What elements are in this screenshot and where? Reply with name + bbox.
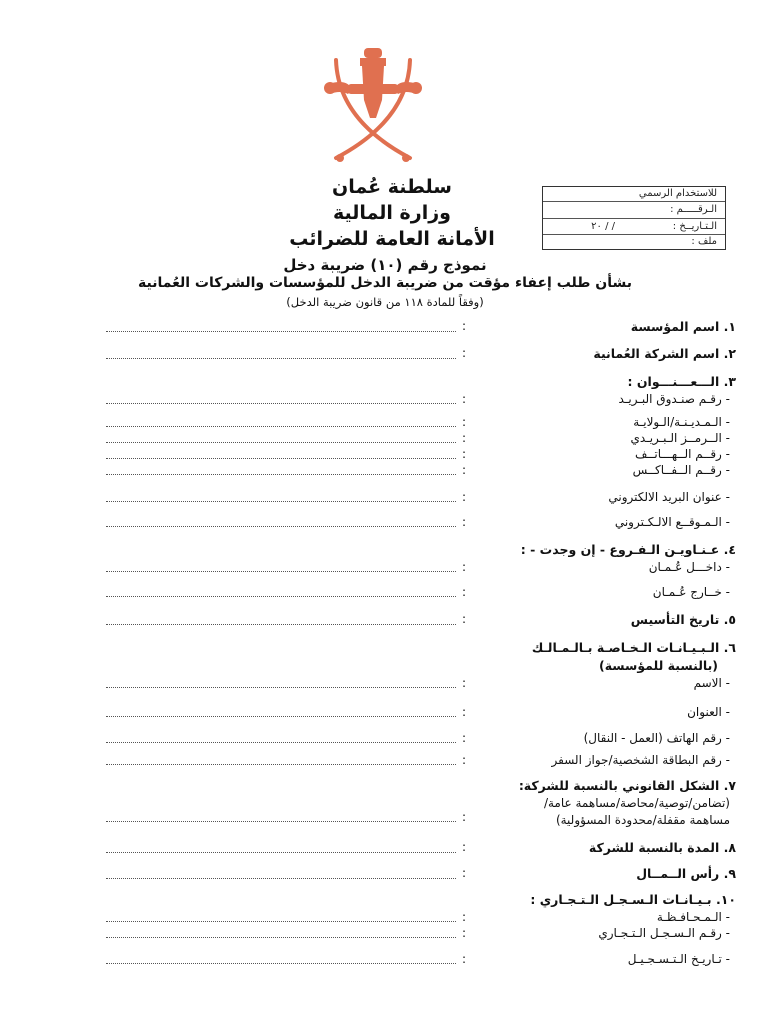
- colon: :: [462, 810, 467, 824]
- colon: :: [462, 705, 467, 719]
- owner-data-note: (بالنسبة للمؤسسة): [599, 658, 718, 673]
- official-date-label: الـتـاريــخ :: [672, 221, 717, 232]
- secretariat-name: الأمانة العامة للضرائب: [289, 228, 495, 250]
- field-postal-code-label: - الــرمــز الـبـريـدي: [630, 431, 730, 445]
- postal-code-field[interactable]: [106, 442, 456, 443]
- official-file-label: ملف :: [691, 236, 717, 247]
- field-owner-name-label: - الاسم: [693, 676, 730, 690]
- field-establishment-name-label: ١. اسم المؤسسة: [630, 319, 736, 334]
- colon: :: [462, 910, 467, 924]
- colon: :: [462, 392, 467, 406]
- colon: :: [462, 346, 467, 360]
- owner-phone-field[interactable]: [106, 742, 456, 743]
- field-owner-data-label: ٦. الـبـيـانـات الـخـاصـة بـالـمـالـك: [531, 640, 736, 655]
- colon: :: [462, 866, 467, 880]
- owner-id-field[interactable]: [106, 764, 456, 765]
- field-company-name-label: ٢. اسم الشركة العُمانية: [593, 346, 736, 361]
- owner-address-field[interactable]: [106, 716, 456, 717]
- official-use-title: للاستخدام الرسمي: [638, 188, 717, 199]
- colon: :: [462, 840, 467, 854]
- official-use-box: [542, 186, 726, 250]
- outside-oman-field[interactable]: [106, 596, 456, 597]
- colon: :: [462, 515, 467, 529]
- field-capital-label: ٩. رأس الــمــال: [636, 866, 736, 881]
- field-city-label: - الـمـديـنـة/الـولايـة: [633, 415, 730, 429]
- oman-emblem-logo: [318, 40, 428, 175]
- country-name: سلطنة عُمان: [332, 176, 452, 198]
- city-field[interactable]: [106, 426, 456, 427]
- field-owner-address-label: - العنوان: [687, 705, 730, 719]
- colon: :: [462, 319, 467, 333]
- field-email-label: - عنوان البريد الالكتروني: [608, 490, 730, 504]
- company-name-field[interactable]: [106, 358, 456, 359]
- phone-field[interactable]: [106, 458, 456, 459]
- capital-field[interactable]: [106, 878, 456, 879]
- registration-date-field[interactable]: [106, 963, 456, 964]
- colon: :: [462, 926, 467, 940]
- colon: :: [462, 463, 467, 477]
- colon: :: [462, 952, 467, 966]
- company-duration-field[interactable]: [106, 852, 456, 853]
- field-owner-phone-label: - رقم الهاتف (العمل - النقال): [583, 731, 730, 745]
- colon: :: [462, 612, 467, 626]
- field-website-label: - الـمـوقــع الالـكـتروني: [614, 515, 730, 529]
- field-registration-date-label: - تـاريـخ الـتـسـجـيـل: [627, 952, 730, 966]
- po-box-field[interactable]: [106, 403, 456, 404]
- colon: :: [462, 560, 467, 574]
- colon: :: [462, 431, 467, 445]
- register-number-field[interactable]: [106, 937, 456, 938]
- field-register-number-label: - رقـم الـسـجـل الـتـجـاري: [598, 926, 730, 940]
- field-governorate-label: - الـمـحـافـظـة: [656, 910, 730, 924]
- establishment-name-field[interactable]: [106, 331, 456, 332]
- ministry-name: وزارة المالية: [333, 202, 451, 224]
- field-po-box-label: - رقـم صنـدوق البـريـد: [618, 392, 730, 406]
- field-establishment-date-label: ٥. تاريخ التأسيس: [630, 612, 736, 627]
- fax-field[interactable]: [106, 474, 456, 475]
- establishment-date-field[interactable]: [106, 624, 456, 625]
- field-inside-oman-label: - داخـــل عُـمـان: [648, 560, 730, 574]
- colon: :: [462, 753, 467, 767]
- form-subtitle: بشأن طلب إعفاء مؤقت من ضريبة الدخل للمؤسسات والشركات العُمانية: [138, 275, 632, 291]
- colon: :: [462, 490, 467, 504]
- field-address-label: ٣. الـــعـــنـــوان :: [627, 374, 736, 389]
- field-fax-label: - رقــم الــفــاكــس: [632, 463, 730, 477]
- website-field[interactable]: [106, 526, 456, 527]
- legal-form-field[interactable]: [106, 821, 456, 822]
- field-company-duration-label: ٨. المدة بالنسبة للشركة: [588, 840, 736, 855]
- field-commercial-register-label: ١٠. بـيـانـات الـسـجـل الـتـجـاري :: [530, 892, 736, 907]
- field-legal-form-label: ٧. الشكل القانوني بالنسبة للشركة:: [518, 778, 736, 793]
- field-phone-label: - رقــم الــهـــاتــف: [634, 447, 730, 461]
- official-date-value: / / ٢٠: [591, 221, 615, 232]
- field-outside-oman-label: - خــارج عُـمـان: [652, 585, 730, 599]
- colon: :: [462, 447, 467, 461]
- colon: :: [462, 585, 467, 599]
- colon: :: [462, 731, 467, 745]
- field-owner-id-label: - رقم البطاقة الشخصية/جواز السفر: [551, 753, 730, 767]
- field-branches-label: ٤. عـنـاويـن الـفـروع - إن وجدت - :: [520, 542, 736, 557]
- legal-form-options-line2: مساهمة مقفلة/محدودة المسؤولية): [555, 813, 730, 827]
- legal-form-options-line1: (تضامن/توصية/محاصة/مساهمة عامة/: [543, 796, 730, 810]
- owner-name-field[interactable]: [106, 687, 456, 688]
- governorate-field[interactable]: [106, 921, 456, 922]
- colon: :: [462, 415, 467, 429]
- colon: :: [462, 676, 467, 690]
- official-number-label: الـرقـــــم :: [670, 204, 717, 215]
- form-legal-note: (وفقاً للمادة ١١٨ من قانون ضريبة الدخل): [286, 295, 484, 309]
- inside-oman-field[interactable]: [106, 571, 456, 572]
- email-field[interactable]: [106, 501, 456, 502]
- form-title: نموذج رقم (١٠) ضريبة دخل: [283, 256, 487, 274]
